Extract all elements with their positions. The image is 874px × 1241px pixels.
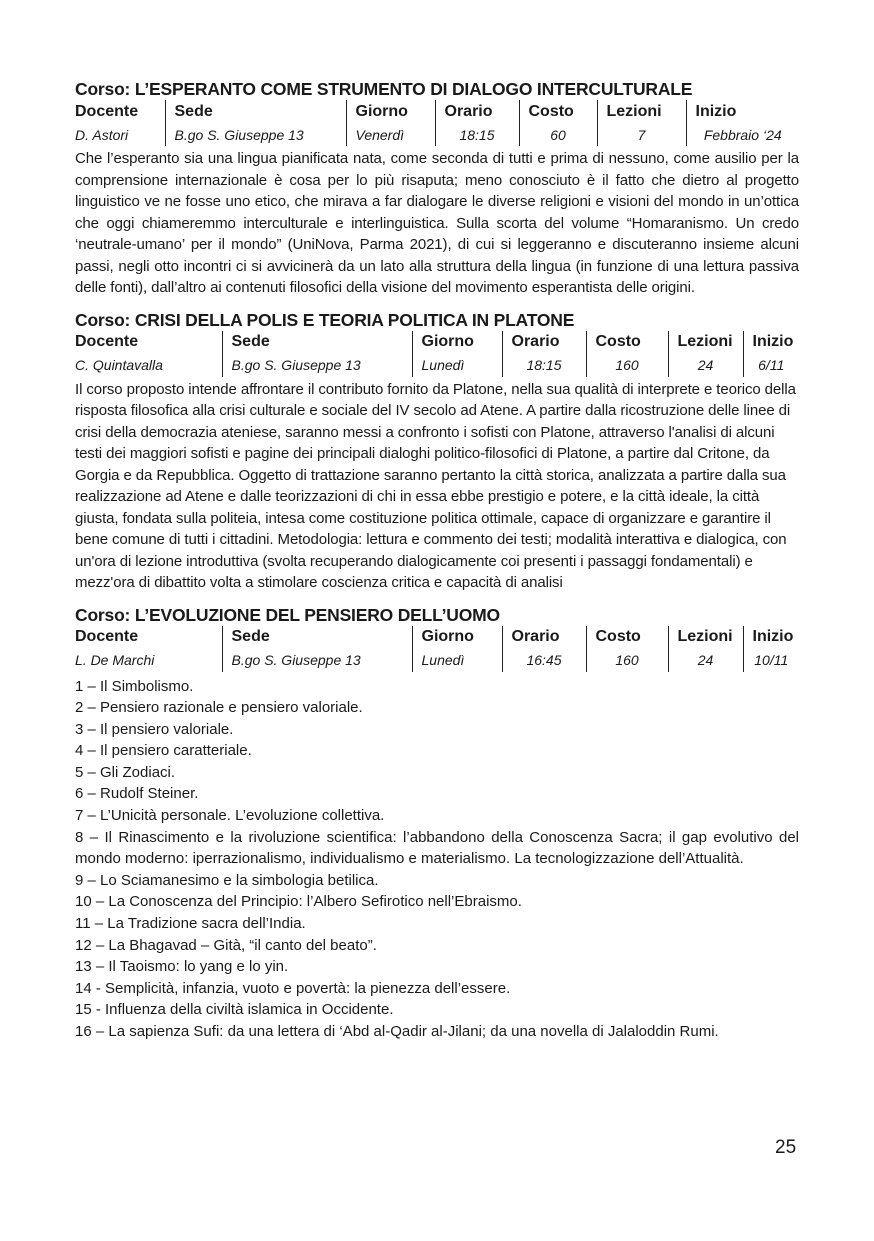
course-info-table bbox=[75, 331, 799, 377]
value-inizio: Febbraio ‘24 bbox=[686, 123, 799, 146]
list-item: 11 – La Tradizione sacra dell’India. bbox=[75, 915, 306, 933]
value-docente: D. Astori bbox=[75, 126, 129, 143]
header-giorno: Giorno bbox=[412, 331, 502, 354]
lesson-list bbox=[75, 676, 799, 1043]
value-inizio: 10/11 bbox=[743, 649, 799, 672]
header-inizio: Inizio bbox=[743, 331, 799, 354]
header-giorno: Giorno bbox=[346, 100, 435, 123]
header-giorno: Giorno bbox=[412, 626, 502, 649]
header-sede: Sede bbox=[222, 626, 412, 649]
course-info-table bbox=[75, 626, 799, 672]
course-evoluzione bbox=[75, 604, 799, 1043]
course-info-table bbox=[75, 100, 799, 146]
course-title: Corso: L’EVOLUZIONE DEL PENSIERO DELL’UOMO bbox=[75, 604, 500, 625]
header-lezioni: Lezioni bbox=[597, 100, 686, 123]
header-orario: Orario bbox=[502, 626, 586, 649]
course-description: Che l’esperanto sia una lingua pianificata nata, come seconda di tutti e prima di nessuno, come ausilio per la comprensione internazionale è cosa per lo più risaputa; meno conosciuto è il fatto che dietro al progetto linguistico ve ne fosse uno etico, che mirava a far dialogare le diverse religioni e visioni del mondo in un’ottica che oggi chiameremmo interculturale e interlinguistica. Sulla scorta del volume “Homaranismo. Un credo ‘neutrale-umano’ per il mondo” (UniNova, Parma 2021), di cui si leggeranno e discuteranno insieme alcuni passi, negli otto incontri ci si avvicinerà da un lato alla struttura della lingua (in funzione di una lettura passiva delle fonti), dall’altro ai contenuti filosofici della visione del movimento esperantista delle origini. bbox=[75, 150, 799, 296]
value-lezioni: 24 bbox=[668, 354, 743, 377]
course-platone bbox=[75, 309, 799, 594]
value-orario: 18:15 bbox=[435, 123, 519, 146]
header-orario: Orario bbox=[435, 100, 519, 123]
value-sede: B.go S. Giuseppe 13 bbox=[222, 354, 412, 377]
header-costo: Costo bbox=[519, 100, 597, 123]
list-item: 12 – La Bhagavad – Gità, “il canto del beato”. bbox=[75, 936, 377, 954]
list-item: 8 – Il Rinascimento e la rivoluzione scientifica: l’abbandono della Conoscenza Sacra; il gap evolutivo del mondo moderno: iperrazionalismo, individualismo e materialismo. La tecnologizzazione dell’Attualità. bbox=[75, 828, 799, 868]
header-inizio: Inizio bbox=[743, 626, 799, 649]
value-sede: B.go S. Giuseppe 13 bbox=[165, 123, 346, 146]
list-item: 14 - Semplicità, infanzia, vuoto e povertà: la pienezza dell’essere. bbox=[75, 979, 511, 997]
header-orario: Orario bbox=[502, 331, 586, 354]
value-inizio: 6/11 bbox=[743, 354, 799, 377]
value-lezioni: 7 bbox=[597, 123, 686, 146]
list-item: 5 – Gli Zodiaci. bbox=[75, 763, 176, 781]
header-sede: Sede bbox=[222, 331, 412, 354]
course-title: Corso: L’ESPERANTO COME STRUMENTO DI DIALOGO INTERCULTURALE bbox=[75, 79, 693, 99]
header-docente: Docente bbox=[75, 102, 139, 120]
table-header-row bbox=[75, 626, 799, 649]
value-costo: 160 bbox=[586, 354, 668, 377]
table-header-row bbox=[75, 100, 799, 123]
table-row bbox=[75, 649, 799, 672]
value-giorno: Venerdì bbox=[346, 123, 435, 146]
list-item: 1 – Il Simbolismo. bbox=[75, 677, 194, 695]
list-item: 16 – La sapienza Sufi: da una lettera di ‘Abd al-Qadir al-Jilani; da una novella di Jalaloddin Rumi. bbox=[75, 1023, 719, 1040]
header-lezioni: Lezioni bbox=[668, 331, 743, 354]
header-docente: Docente bbox=[75, 333, 139, 350]
value-sede: B.go S. Giuseppe 13 bbox=[222, 649, 412, 672]
list-item: 10 – La Conoscenza del Principio: l’Albero Sefirotico nell’Ebraismo. bbox=[75, 893, 522, 911]
value-docente: L. De Marchi bbox=[75, 652, 155, 668]
value-giorno: Lunedì bbox=[412, 649, 502, 672]
page-content bbox=[75, 78, 799, 1053]
list-item: 15 - Influenza della civiltà islamica in Occidente. bbox=[75, 1001, 394, 1019]
value-orario: 18:15 bbox=[502, 354, 586, 377]
page-number: 25 bbox=[775, 1137, 797, 1158]
course-esperanto bbox=[75, 78, 799, 299]
course-title: Corso: CRISI DELLA POLIS E TEORIA POLITICA IN PLATONE bbox=[75, 309, 575, 330]
value-orario: 16:45 bbox=[502, 649, 586, 672]
list-item: 4 – Il pensiero caratteriale. bbox=[75, 742, 252, 760]
list-item: 2 – Pensiero razionale e pensiero valoriale. bbox=[75, 699, 363, 717]
value-lezioni: 24 bbox=[668, 649, 743, 672]
table-header-row bbox=[75, 331, 799, 354]
table-row bbox=[75, 354, 799, 377]
course-description: Il corso proposto intende affrontare il contributo fornito da Platone, nella sua qualità di interprete e teorico della risposta filosofica alla crisi culturale e sociale del IV secolo ad Atene. A partire dalla ricostruzione delle linee di crisi della democrazia ateniese, saranno messi a confronto i sofisti con Platone, attraverso l'analisi di alcuni testi dei maggiori sofisti e pagine dei principali dialoghi politico-filosofici di Platone, a partire dal Critone, da Gorgia e da Repubblica. Oggetto di trattazione saranno pertanto la città storica, analizzata a partire dalla sua realizzazione ad Atene e dalle teorizzazioni di chi in essa ebbe prestigio e potere, e la città ideale, la città giusta, fondata sulla politeia, intesa come costituzione politica ottimale, capace di organizzare e garantire il bene comune di tutti i cittadini. Metodologia: lettura e commento dei testi; modalità interattiva e dialogica, con un'ora di lezione introduttiva (svolta recuperando dialogicamente coi presenti i passaggi fondamentali) e mezz'ora di dibattito volta a stimolare coscienza critica e capacità di analisi bbox=[75, 380, 796, 591]
value-docente: C. Quintavalla bbox=[75, 357, 163, 373]
list-item: 7 – L’Unicità personale. L’evoluzione collettiva. bbox=[75, 807, 385, 825]
value-costo: 60 bbox=[519, 123, 597, 146]
header-lezioni: Lezioni bbox=[668, 626, 743, 649]
value-costo: 160 bbox=[586, 649, 668, 672]
list-item: 9 – Lo Sciamanesimo e la simbologia betilica. bbox=[75, 871, 379, 889]
header-docente: Docente bbox=[75, 628, 139, 645]
list-item: 13 – Il Taoismo: lo yang e lo yin. bbox=[75, 958, 289, 976]
header-costo: Costo bbox=[586, 331, 668, 354]
header-sede: Sede bbox=[165, 100, 346, 123]
list-item: 3 – Il pensiero valoriale. bbox=[75, 720, 234, 738]
table-row bbox=[75, 123, 799, 146]
list-item: 6 – Rudolf Steiner. bbox=[75, 785, 199, 803]
value-giorno: Lunedì bbox=[412, 354, 502, 377]
header-inizio: Inizio bbox=[686, 100, 799, 123]
header-costo: Costo bbox=[586, 626, 668, 649]
